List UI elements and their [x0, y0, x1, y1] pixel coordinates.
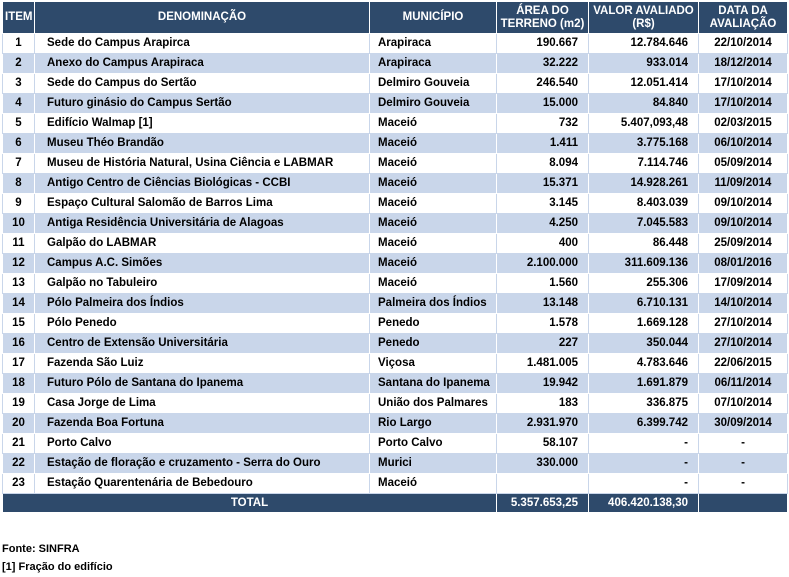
- cell-denominacao: Estação de floração e cruzamento - Serra do Ouro: [35, 454, 370, 474]
- cell-denominacao: Porto Calvo: [35, 434, 370, 454]
- cell-municipio: Arapiraca: [370, 54, 497, 74]
- cell-area: 246.540: [497, 74, 589, 94]
- cell-area: 15.371: [497, 174, 589, 194]
- cell-data: 18/12/2014: [699, 54, 788, 74]
- cell-municipio: Maceió: [370, 474, 497, 494]
- cell-area: 1.481.005: [497, 354, 589, 374]
- cell-data: 17/10/2014: [699, 74, 788, 94]
- cell-area: 1.411: [497, 134, 589, 154]
- cell-data: 09/10/2014: [699, 214, 788, 234]
- table-row: [3, 154, 788, 174]
- cell-denominacao: Sede do Campus Arapirca: [35, 34, 370, 54]
- cell-municipio: Maceió: [370, 154, 497, 174]
- table-row: [3, 294, 788, 314]
- cell-denominacao: Antigo Centro de Ciências Biológicas - CCBI: [35, 174, 370, 194]
- cell-area: 2.931.970: [497, 414, 589, 434]
- cell-data: 22/10/2014: [699, 34, 788, 54]
- cell-municipio: Maceió: [370, 174, 497, 194]
- cell-valor: 255.306: [589, 274, 699, 294]
- cell-item: 9: [3, 194, 35, 214]
- cell-denominacao: Museu Théo Brandão: [35, 134, 370, 154]
- cell-area: 227: [497, 334, 589, 354]
- table-row: [3, 54, 788, 74]
- cell-denominacao: Galpão do LABMAR: [35, 234, 370, 254]
- table-row: [3, 394, 788, 414]
- cell-data: 14/10/2014: [699, 294, 788, 314]
- table-row: [3, 234, 788, 254]
- cell-area: 330.000: [497, 454, 589, 474]
- cell-item: 20: [3, 414, 35, 434]
- cell-area: 732: [497, 114, 589, 134]
- header-area: ÁREA DO TERRENO (m2): [497, 2, 589, 34]
- cell-denominacao: Estação Quarentenária de Bebedouro: [35, 474, 370, 494]
- cell-item: 16: [3, 334, 35, 354]
- cell-data: 30/09/2014: [699, 414, 788, 434]
- total-label: TOTAL: [3, 494, 497, 513]
- cell-municipio: Santana do Ipanema: [370, 374, 497, 394]
- cell-area: 1.578: [497, 314, 589, 334]
- cell-denominacao: Fazenda Boa Fortuna: [35, 414, 370, 434]
- cell-item: 4: [3, 94, 35, 114]
- cell-data: 27/10/2014: [699, 334, 788, 354]
- cell-data: 08/01/2016: [699, 254, 788, 274]
- cell-municipio: Arapiraca: [370, 34, 497, 54]
- cell-valor: 1.669.128: [589, 314, 699, 334]
- cell-area: 15.000: [497, 94, 589, 114]
- cell-valor: 6.710.131: [589, 294, 699, 314]
- table-row: [3, 94, 788, 114]
- cell-municipio: Delmiro Gouveia: [370, 74, 497, 94]
- cell-data: 22/06/2015: [699, 354, 788, 374]
- cell-area: 183: [497, 394, 589, 414]
- header-data: DATA DA AVALIAÇÃO: [699, 2, 788, 34]
- cell-item: 11: [3, 234, 35, 254]
- cell-data: 25/09/2014: [699, 234, 788, 254]
- cell-municipio: Porto Calvo: [370, 434, 497, 454]
- cell-municipio: Maceió: [370, 274, 497, 294]
- table-row: [3, 274, 788, 294]
- table-row: [3, 314, 788, 334]
- cell-denominacao: Antiga Residência Universitária de Alagoas: [35, 214, 370, 234]
- source-note: Fonte: SINFRA: [2, 543, 80, 555]
- cell-municipio: Maceió: [370, 114, 497, 134]
- table-row: [3, 414, 788, 434]
- cell-area: 19.942: [497, 374, 589, 394]
- cell-municipio: União dos Palmares: [370, 394, 497, 414]
- total-valor: 406.420.138,30: [589, 494, 699, 513]
- cell-denominacao: Galpão no Tabuleiro: [35, 274, 370, 294]
- cell-valor: 8.403.039: [589, 194, 699, 214]
- cell-data: -: [699, 434, 788, 454]
- cell-valor: 1.691.879: [589, 374, 699, 394]
- cell-item: 17: [3, 354, 35, 374]
- cell-valor: -: [589, 434, 699, 454]
- cell-municipio: Viçosa: [370, 354, 497, 374]
- cell-area: 32.222: [497, 54, 589, 74]
- cell-item: 1: [3, 34, 35, 54]
- table-row: [3, 254, 788, 274]
- cell-area: 13.148: [497, 294, 589, 314]
- table-row: [3, 74, 788, 94]
- cell-municipio: Maceió: [370, 194, 497, 214]
- cell-valor: 3.775.168: [589, 134, 699, 154]
- total-row: [3, 494, 788, 513]
- cell-valor: 336.875: [589, 394, 699, 414]
- header-row: [3, 2, 788, 34]
- table-row: [3, 34, 788, 54]
- cell-municipio: Murici: [370, 454, 497, 474]
- cell-data: 07/10/2014: [699, 394, 788, 414]
- cell-valor: 5.407,093,48: [589, 114, 699, 134]
- cell-item: 23: [3, 474, 35, 494]
- cell-valor: -: [589, 454, 699, 474]
- table-body: [3, 34, 788, 494]
- cell-data: 06/11/2014: [699, 374, 788, 394]
- cell-item: 8: [3, 174, 35, 194]
- cell-item: 14: [3, 294, 35, 314]
- header-item: ITEM: [3, 2, 35, 34]
- cell-data: 05/09/2014: [699, 154, 788, 174]
- table-row: [3, 194, 788, 214]
- cell-valor: 6.399.742: [589, 414, 699, 434]
- cell-denominacao: Pólo Penedo: [35, 314, 370, 334]
- cell-valor: -: [589, 474, 699, 494]
- cell-denominacao: Fazenda São Luiz: [35, 354, 370, 374]
- cell-municipio: Maceió: [370, 254, 497, 274]
- total-data-empty: [699, 494, 788, 513]
- cell-area: 8.094: [497, 154, 589, 174]
- cell-municipio: Maceió: [370, 214, 497, 234]
- cell-area: 58.107: [497, 434, 589, 454]
- cell-valor: 86.448: [589, 234, 699, 254]
- header-denominacao: DENOMINAÇÃO: [35, 2, 370, 34]
- cell-item: 21: [3, 434, 35, 454]
- footnotes: [2, 540, 113, 576]
- cell-data: -: [699, 454, 788, 474]
- cell-denominacao: Edifício Walmap [1]: [35, 114, 370, 134]
- property-table-container: [2, 1, 788, 513]
- cell-denominacao: Campus A.C. Simões: [35, 254, 370, 274]
- table-row: [3, 134, 788, 154]
- cell-data: 06/10/2014: [699, 134, 788, 154]
- cell-data: -: [699, 474, 788, 494]
- cell-denominacao: Pólo Palmeira dos Índios: [35, 294, 370, 314]
- cell-municipio: Palmeira dos Índios: [370, 294, 497, 314]
- fraction-note: [1] Fração do edifício: [2, 561, 113, 573]
- cell-area: 400: [497, 234, 589, 254]
- cell-area: 3.145: [497, 194, 589, 214]
- table-row: [3, 174, 788, 194]
- cell-area: 190.667: [497, 34, 589, 54]
- header-municipio: MUNICÍPIO: [370, 2, 497, 34]
- cell-valor: 84.840: [589, 94, 699, 114]
- cell-denominacao: Espaço Cultural Salomão de Barros Lima: [35, 194, 370, 214]
- cell-data: 17/09/2014: [699, 274, 788, 294]
- table-row: [3, 434, 788, 454]
- cell-denominacao: Centro de Extensão Universitária: [35, 334, 370, 354]
- cell-municipio: Rio Largo: [370, 414, 497, 434]
- cell-data: 27/10/2014: [699, 314, 788, 334]
- cell-valor: 12.784.646: [589, 34, 699, 54]
- cell-data: 09/10/2014: [699, 194, 788, 214]
- cell-item: 12: [3, 254, 35, 274]
- cell-data: 02/03/2015: [699, 114, 788, 134]
- cell-municipio: Maceió: [370, 234, 497, 254]
- cell-item: 18: [3, 374, 35, 394]
- cell-item: 5: [3, 114, 35, 134]
- cell-municipio: Delmiro Gouveia: [370, 94, 497, 114]
- cell-data: 11/09/2014: [699, 174, 788, 194]
- cell-valor: 933.014: [589, 54, 699, 74]
- cell-item: 6: [3, 134, 35, 154]
- cell-area: [497, 474, 589, 494]
- cell-valor: 350.044: [589, 334, 699, 354]
- table-row: [3, 374, 788, 394]
- cell-denominacao: Museu de História Natural, Usina Ciência e LABMAR: [35, 154, 370, 174]
- table-row: [3, 454, 788, 474]
- cell-item: 10: [3, 214, 35, 234]
- cell-denominacao: Futuro Pólo de Santana do Ipanema: [35, 374, 370, 394]
- cell-item: 7: [3, 154, 35, 174]
- cell-municipio: Penedo: [370, 334, 497, 354]
- cell-area: 1.560: [497, 274, 589, 294]
- cell-item: 13: [3, 274, 35, 294]
- cell-denominacao: Anexo do Campus Arapiraca: [35, 54, 370, 74]
- table-row: [3, 474, 788, 494]
- cell-item: 3: [3, 74, 35, 94]
- cell-municipio: Penedo: [370, 314, 497, 334]
- cell-valor: 311.609.136: [589, 254, 699, 274]
- cell-data: 17/10/2014: [699, 94, 788, 114]
- table-row: [3, 354, 788, 374]
- cell-item: 19: [3, 394, 35, 414]
- cell-item: 22: [3, 454, 35, 474]
- cell-valor: 4.783.646: [589, 354, 699, 374]
- header-valor: VALOR AVALIADO (R$): [589, 2, 699, 34]
- total-area: 5.357.653,25: [497, 494, 589, 513]
- table-row: [3, 334, 788, 354]
- cell-item: 15: [3, 314, 35, 334]
- cell-municipio: Maceió: [370, 134, 497, 154]
- table-row: [3, 114, 788, 134]
- cell-area: 2.100.000: [497, 254, 589, 274]
- property-table: [2, 1, 788, 513]
- table-row: [3, 214, 788, 234]
- cell-valor: 14.928.261: [589, 174, 699, 194]
- cell-valor: 12.051.414: [589, 74, 699, 94]
- cell-valor: 7.114.746: [589, 154, 699, 174]
- cell-area: 4.250: [497, 214, 589, 234]
- cell-valor: 7.045.583: [589, 214, 699, 234]
- cell-denominacao: Casa Jorge de Lima: [35, 394, 370, 414]
- cell-item: 2: [3, 54, 35, 74]
- cell-denominacao: Futuro ginásio do Campus Sertão: [35, 94, 370, 114]
- cell-denominacao: Sede do Campus do Sertão: [35, 74, 370, 94]
